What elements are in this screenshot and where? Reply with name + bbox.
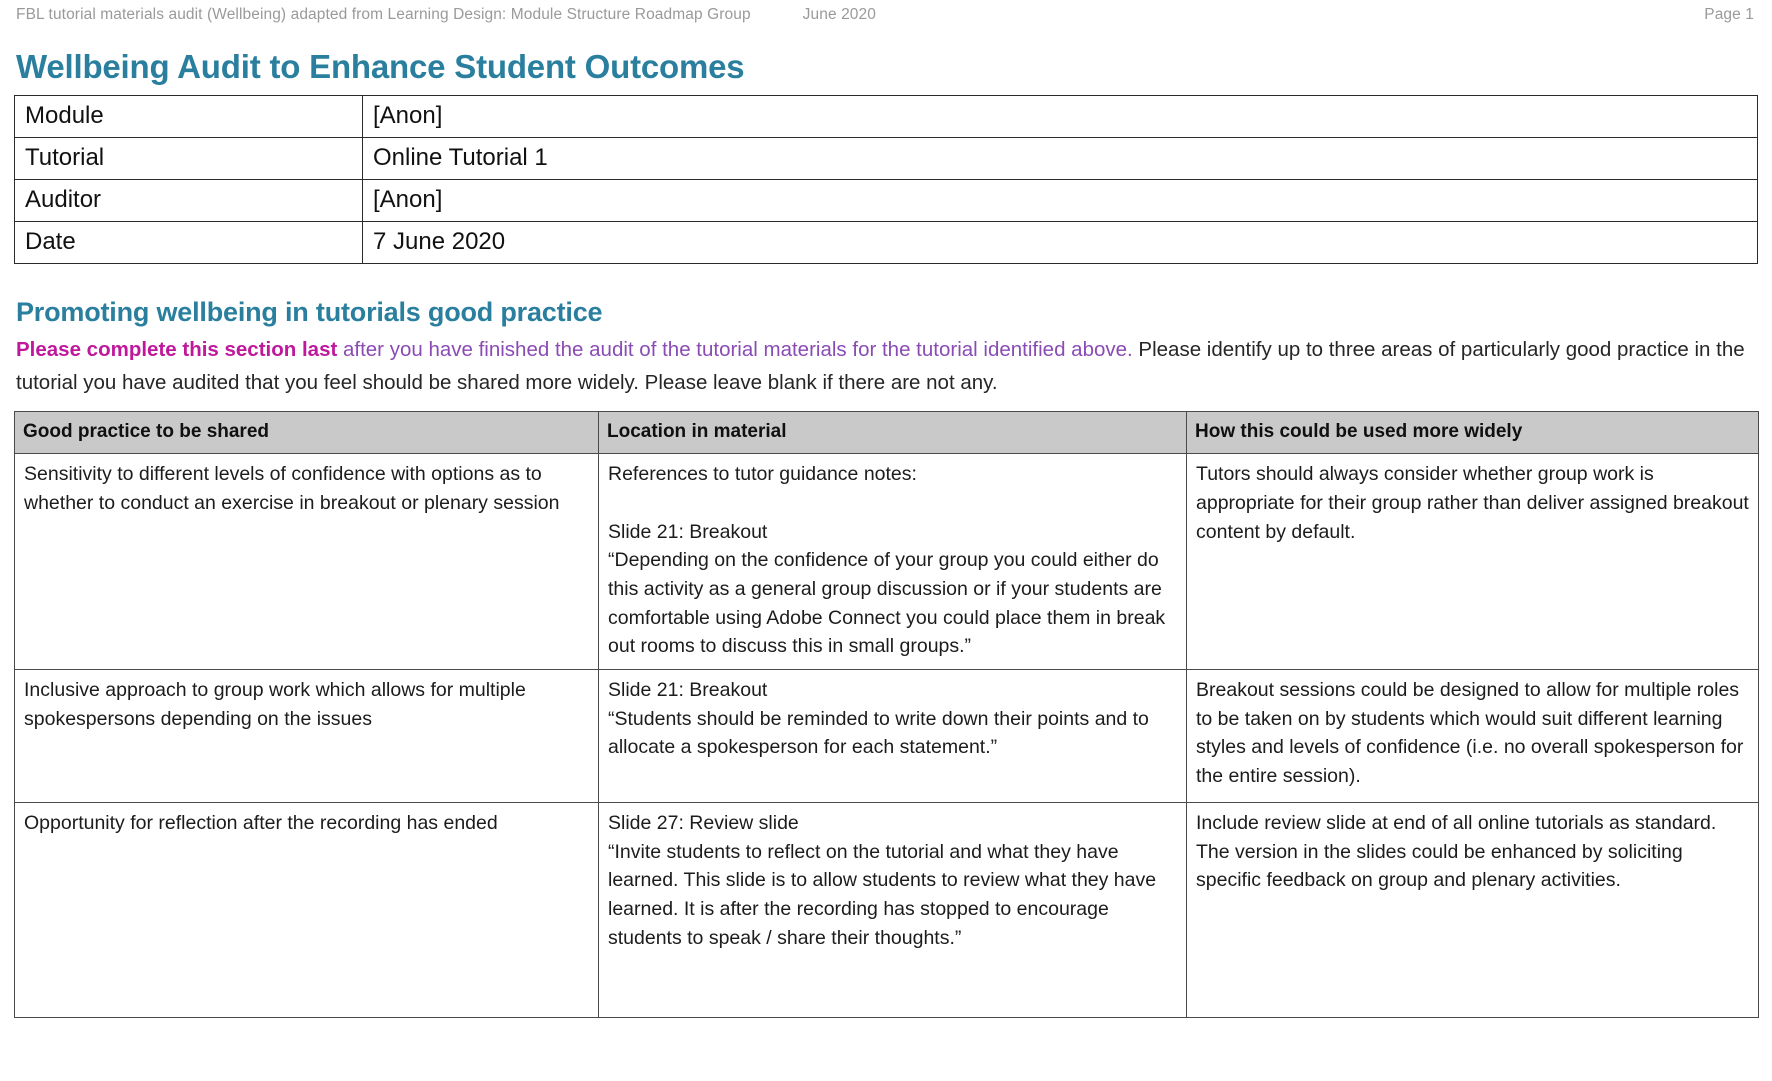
cell-location [599,802,1187,1017]
location-slide-reference: Slide 21: Breakout [608,520,768,543]
table-row [15,179,1758,221]
table-header-row [15,412,1759,454]
table-row [15,95,1758,137]
page-title: Wellbeing Audit to Enhance Student Outcomes [16,48,745,85]
location-quote: “Invite students to reflect on the tutorial and what they have learned. This slide is to allow students to review what they have learned. It is after the recording has stopped to encourage students to speak / share their thoughts.” [608,840,1157,949]
info-value-module: [Anon] [363,95,1758,137]
location-slide-reference: Slide 21: Breakout [608,678,768,701]
cell-how-used: Tutors should always consider whether group work is appropriate for their group rather than deliver assigned breakout content by default. [1187,454,1759,670]
cell-good-practice: Sensitivity to different levels of confidence with options as to whether to conduct an exercise in breakout or plenary session [15,454,599,670]
section-instructions [16,333,1758,399]
instruction-emphasis-purple: after you have finished the audit of the tutorial materials for the tutorial identified above. [337,337,1133,361]
running-header-page-number: Page 1 [1704,6,1754,23]
column-header-how-used: How this could be used more widely [1187,412,1759,454]
good-practice-table [14,411,1759,1018]
running-header-title: FBL tutorial materials audit (Wellbeing) adapted from Learning Design: Module Structure Roadmap Group [16,6,751,23]
info-label-tutorial: Tutorial [15,137,363,179]
cell-how-used: Breakout sessions could be designed to allow for multiple roles to be taken on by students which would suit different learning styles and levels of confidence (i.e. no overall spokesperson for the entire session). [1187,669,1759,802]
cell-location [599,669,1187,802]
spacer [608,489,1178,518]
cell-good-practice: Inclusive approach to group work which allows for multiple spokespersons depending on the issues [15,669,599,802]
cell-good-practice: Opportunity for reflection after the recording has ended [15,802,599,1017]
location-quote: “Students should be reminded to write down their points and to allocate a spokesperson for each statement.” [608,707,1149,759]
table-row [15,802,1759,1017]
running-header-date: June 2020 [802,6,876,23]
info-label-module: Module [15,95,363,137]
location-quote: “Depending on the confidence of your group you could either do this activity as a general group discussion or if your students are comfortable using Adobe Connect you could place them in break out rooms to discuss this in small groups.” [608,549,1166,658]
running-header [14,6,1758,28]
instruction-emphasis-bold: Please complete this section last [16,337,338,361]
table-row [15,221,1758,263]
audit-info-table [14,95,1758,264]
column-header-location: Location in material [599,412,1187,454]
table-row [15,454,1759,670]
table-row [15,137,1758,179]
column-header-good-practice: Good practice to be shared [15,412,599,454]
cell-how-used: Include review slide at end of all online tutorials as standard. The version in the slides could be enhanced by soliciting specific feedback on group and plenary activities. [1187,802,1759,1017]
info-value-date: 7 June 2020 [363,221,1758,263]
section-heading: Promoting wellbeing in tutorials good practice [16,296,603,327]
info-value-auditor: [Anon] [363,179,1758,221]
cell-location [599,454,1187,670]
location-intro: References to tutor guidance notes: [608,463,917,486]
info-label-auditor: Auditor [15,179,363,221]
instruction-body: Please identify up to three areas of particularly good practice in the tutorial you have audited that you feel should be shared more widely. Please leave blank if there are not any. [16,337,1745,395]
info-value-tutorial: Online Tutorial 1 [363,137,1758,179]
info-label-date: Date [15,221,363,263]
table-row [15,669,1759,802]
location-slide-reference: Slide 27: Review slide [608,811,799,834]
